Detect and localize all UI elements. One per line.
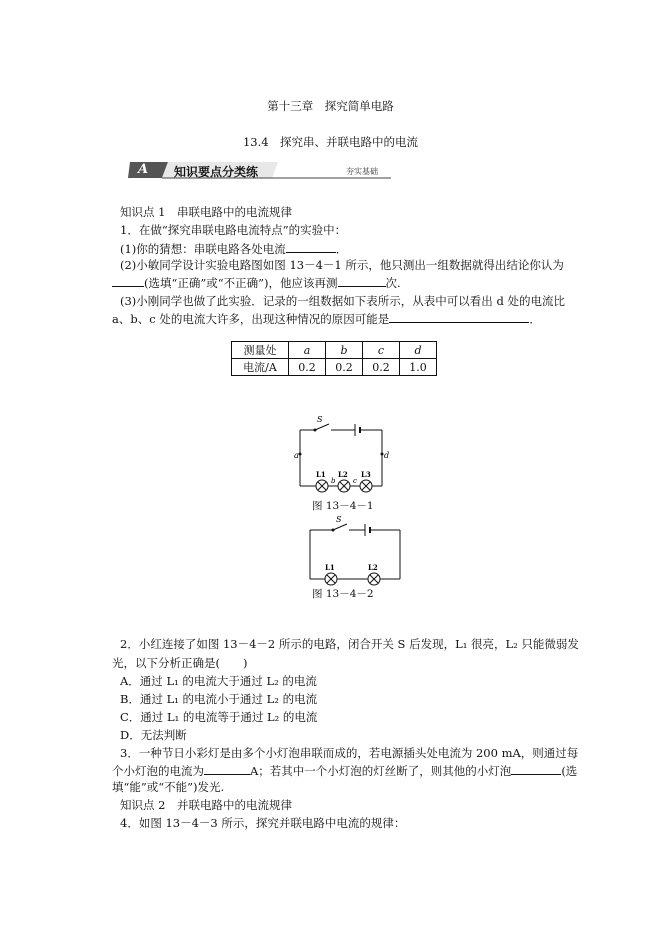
answer-blank[interactable] (511, 763, 561, 775)
q2-option-c[interactable]: C．通过 L₁ 的电流等于通过 L₂ 的电流 (120, 710, 318, 724)
figure-caption-2: 图 13－4－2 (312, 588, 374, 600)
table-cell: d (400, 342, 437, 359)
knowledge-point-1-title: 知识点 1 串联电路中的电流规律 (120, 205, 292, 219)
q3-line3: 填“能”或“不能”)发光. (112, 780, 225, 794)
q1-stem: 1．在做“探究串联电路电流特点”的实验中： (120, 223, 347, 237)
chapter-title: 第十三章 探究简单电路 (267, 99, 394, 113)
answer-blank[interactable] (286, 241, 336, 253)
banner-title: 知识要点分类练 (174, 165, 259, 179)
lamp-label-l3: L3 (361, 470, 371, 479)
point-label-d: d (384, 451, 390, 460)
series-circuit-diagram-1 (285, 410, 395, 500)
point-label-b: b (331, 477, 336, 485)
switch-label: S (336, 515, 342, 524)
q4-stem: 4．如图 13－4－3 所示，探究并联电路中电流的规律： (120, 816, 406, 830)
table-cell: 0.2 (326, 359, 363, 376)
point-label-a: a (294, 451, 299, 460)
table-cell: 电流/A (232, 359, 289, 376)
q3-line2: 个小灯泡的电流为 A；若其中一个小灯泡的灯丝断了，则其他的小灯泡 (选 (112, 764, 578, 778)
table-cell: 0.2 (289, 359, 326, 376)
q1-part2-line1: (2)小敏同学设计实验电路图如图 13－4－1 所示，他只测出一组数据就得出结论你认为 (120, 258, 564, 272)
banner-badge: A (138, 162, 149, 177)
table-cell: 0.2 (363, 359, 400, 376)
table-cell: 测量处 (232, 342, 289, 359)
table-header-row (232, 342, 437, 359)
q1-part3-line2: a、b、c 处的电流大许多，出现这种情况的原因可能是 ． (112, 312, 541, 326)
lamp-label-l1: L1 (316, 470, 326, 479)
current-measurement-table (231, 341, 437, 376)
section-banner (128, 160, 391, 180)
point-label-c: c (353, 477, 357, 485)
q1-part1: (1)你的猜想：串联电路各处电流 ． (120, 242, 348, 256)
table-cell: b (326, 342, 363, 359)
lamp-label-l2: L2 (368, 563, 378, 572)
q2-option-b[interactable]: B．通过 L₁ 的电流小于通过 L₂ 的电流 (120, 692, 318, 706)
q1-part2-line2: (选填“正确”或“不正确”)，他应该再测 次. (112, 275, 401, 290)
q2-line2: 光，以下分析正确是( ) (112, 656, 248, 670)
figure-caption-1: 图 13－4－1 (312, 500, 374, 512)
q2-option-d[interactable]: D．无法判断 (120, 728, 187, 742)
banner-subtitle: 夯实基础 (346, 167, 378, 176)
q3-line1: 3．一种节日小彩灯是由多个小灯泡串联而成的，若电源插头处电流为 200 mA，则通过每 (120, 746, 579, 760)
lamp-label-l1: L1 (325, 563, 335, 572)
table-row (232, 359, 437, 376)
lamp-label-l2: L2 (338, 470, 348, 479)
q2-option-a[interactable]: A．通过 L₁ 的电流大于通过 L₂ 的电流 (120, 674, 317, 688)
table-cell: a (289, 342, 326, 359)
table-cell: 1.0 (400, 359, 437, 376)
answer-blank[interactable] (338, 275, 386, 287)
knowledge-point-2-title: 知识点 2 并联电路中的电流规律 (120, 798, 292, 812)
answer-blank[interactable] (112, 275, 144, 287)
q1-part3-line1: (3)小刚同学也做了此实验．记录的一组数据如下表所示，从表中可以看出 d 处的电流比 (120, 294, 565, 308)
answer-blank[interactable] (389, 311, 529, 323)
q2-line1: 2．小红连接了如图 13－4－2 所示的电路，闭合开关 S 后发现，L₁ 很亮，L₂ 只能微弱发 (120, 637, 579, 651)
table-cell: c (363, 342, 400, 359)
section-title: 13.4 探究串、并联电路中的电流 (242, 135, 419, 149)
series-circuit-diagram-2 (300, 513, 410, 588)
switch-label: S (317, 415, 323, 424)
answer-blank[interactable] (204, 763, 250, 775)
